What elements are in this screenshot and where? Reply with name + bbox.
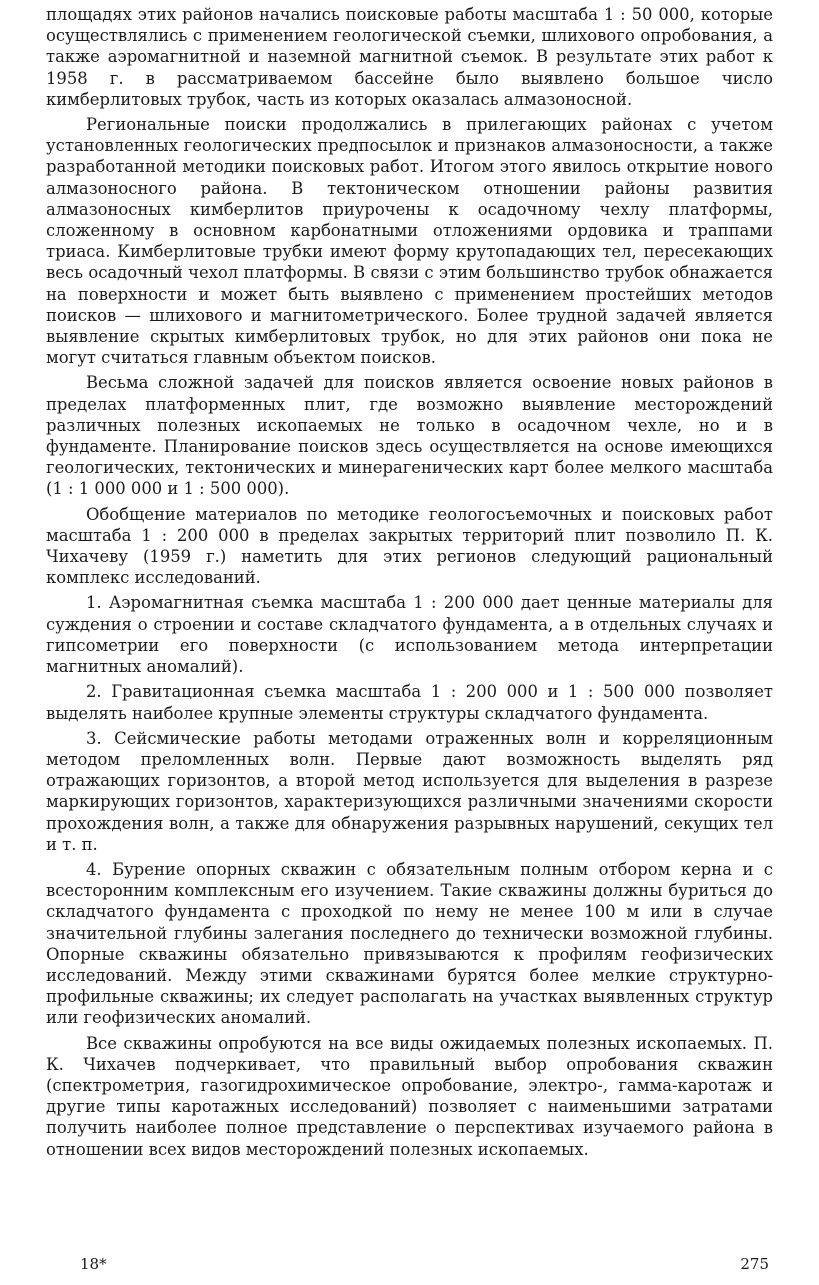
- body-text: [46, 4, 773, 1160]
- paragraph-regional-search: Региональные поиски продолжались в прилегающих районах с учетом установленных геологических предпосылок и признаков алмазоносности, а также разработанной методики поисковых работ. Итогом этого явилось открытие нового алмазоносного района. В тектоническом отношении районы развития алмазоносных кимберлитов приурочены к осадочному чехлу платформы, сложенному в основном карбонатными отложениями ордовика и траппами триаса. Кимберлитовые трубки имеют форму крутопадающих тел, пересекающих весь осадочный чехол платформы. В связи с этим большинство трубок обнажается на поверхности и может быть выявлено с применением простейших методов поисков — шлихового и магнитометрического. Более трудной задачей является выявление скрытых кимберлитовых трубок, но для этих районов они пока не могут считаться главным объектом поисков.: [46, 115, 773, 368]
- page-footer: [80, 1254, 769, 1274]
- paragraph-platform-plates: Весьма сложной задачей для поисков является освоение новых районов в пределах платформенных плит, где возможно выявление месторождений различных полезных ископаемых не только в осадочном чехле, но и в фундаменте. Планирование поисков здесь осуществляется на основе имеющихся геологических, тектонических и минерагенических карт более мелкого масштаба (1 : 1 000 000 и 1 : 500 000).: [46, 373, 773, 499]
- paragraph-chikhachev-complex: Обобщение материалов по методике геологосъемочных и поисковых работ масштаба 1 : 200 000 в пределах закрытых территорий плит позволило П. К. Чихачеву (1959 г.) наметить для этих регионов следующий рациональный комплекс исследований.: [46, 504, 773, 588]
- list-item-drilling: 4. Бурение опорных скважин с обязательным полным отбором керна и с всесторонним комплексным его изучением. Такие скважины должны буриться до складчатого фундамента с проходкой по нему не менее 100 м или в случае значительной глубины залегания последнего до технически возможной глубины. Опорные скважины обязательно привязываются к профилям геофизических исследований. Между этими скважинами бурятся более мелкие структурно-профильные скважины; их следует располагать на участках выявленных структур или геофизических аномалий.: [46, 859, 773, 1028]
- paragraph-well-sampling: Все скважины опробуются на все виды ожидаемых полезных ископаемых. П. К. Чихачев подчеркивает, что правильный выбор опробования скважин (спектрометрия, газогидрохимическое опробование, электро-, гамма-каротаж и другие типы каротажных исследований) позволяет с наименьшими затратами получить наиболее полное представление о перспективах изучаемого района в отношении всех видов месторождений полезных ископаемых.: [46, 1033, 773, 1159]
- list-item-seismic: 3. Сейсмические работы методами отраженных волн и корреляционным методом преломленных волн. Первые дают возможность выделять ряд отражающих горизонтов, а второй метод используется для выделения в разрезе маркирующих горизонтов, характеризующихся различными значениями скорости прохождения волн, а также для обнаружения разрывных нарушений, секущих тел и т. п.: [46, 728, 773, 854]
- paragraph-continuation: площадях этих районов начались поисковые работы масштаба 1 : 50 000, которые осуществлялись с применением геологической съемки, шлихового опробования, а также аэромагнитной и наземной магнитной съемок. В результате этих работ к 1958 г. в рассматриваемом бассейне было выявлено большое число кимберлитовых трубок, часть из которых оказалась алмазоносной.: [46, 5, 773, 109]
- list-item-aeromagnetic: 1. Аэромагнитная съемка масштаба 1 : 200 000 дает ценные материалы для суждения о строении и составе складчатого фундамента, а в отдельных случаях и гипсометрии его поверхности (с использованием метода интерпретации магнитных аномалий).: [46, 593, 773, 677]
- page-number: 275: [740, 1255, 769, 1273]
- list-item-gravity: 2. Гравитационная съемка масштаба 1 : 200 000 и 1 : 500 000 позволяет выделять наиболее крупные элементы структуры складчатого фундамента.: [46, 682, 773, 723]
- signature-mark: 18*: [80, 1255, 107, 1273]
